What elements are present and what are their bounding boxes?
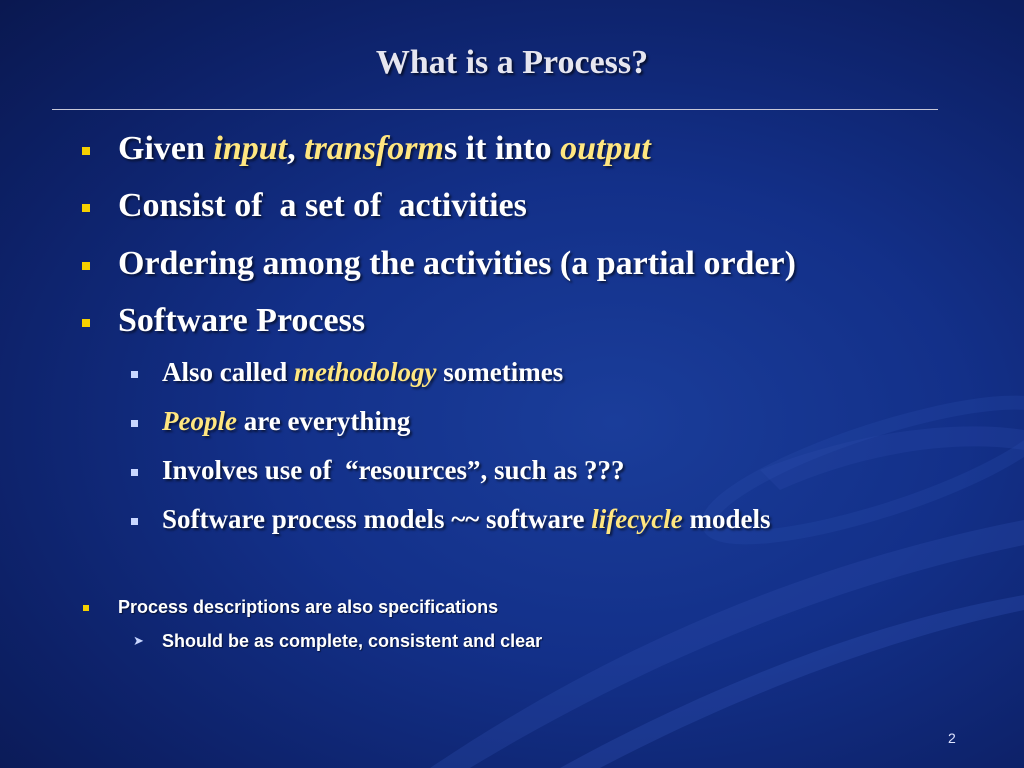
sub-item-1-text-b: sometimes [436, 357, 564, 387]
sub-item-4-emphasis: lifecycle [591, 504, 683, 534]
sub-item-1-text-a: Also called [162, 357, 294, 387]
item-1-emphasis-input: input [213, 130, 288, 167]
bullet-square-icon [82, 204, 90, 212]
sub-item-3: Involves use of “resources”, such as ??? [162, 455, 625, 485]
sub-bullet-square-icon [131, 518, 138, 525]
bullet-item-3: Ordering among the activities (a partial order) [118, 245, 796, 282]
bullet-square-icon [82, 147, 90, 155]
sub-item-1-emphasis: methodology [294, 357, 437, 387]
title-divider [52, 109, 938, 110]
sub-item-4-text-b: models [682, 504, 771, 534]
sub-item-4 [162, 504, 770, 535]
item-1-emphasis-output: output [560, 130, 651, 167]
sub-item-2-text: are everything [236, 406, 411, 436]
bullet-item-1 [118, 130, 651, 168]
sub-item-2-emphasis: People [162, 406, 237, 436]
sub-item-4-text-a: Software process models ~~ software [162, 504, 592, 534]
page-number: 2 [948, 730, 956, 746]
sub-bullet-square-icon [131, 469, 138, 476]
sub-bullet-square-icon [131, 371, 138, 378]
item-1-text-a: Given [118, 130, 214, 167]
bullet-item-4: Software Process [118, 302, 366, 339]
item-1-emphasis-transform: transform [304, 130, 444, 167]
bullet-square-icon [82, 319, 90, 327]
item-1-text-b: , [287, 130, 305, 167]
slide-title: What is a Process? [375, 44, 649, 81]
note-sub-item: Should be as complete, consistent and clear [162, 631, 543, 651]
note-item: Process descriptions are also specifications [118, 597, 499, 617]
item-1-text-c: s it into [443, 130, 561, 167]
bullet-square-icon [82, 262, 90, 270]
note-bullet-square-icon [83, 605, 89, 611]
arrow-bullet-icon: ➤ [133, 634, 144, 649]
bullet-item-2: Consist of a set of activities [118, 187, 527, 224]
sub-item-1 [162, 357, 563, 388]
sub-item-2 [162, 406, 410, 437]
sub-bullet-square-icon [131, 420, 138, 427]
